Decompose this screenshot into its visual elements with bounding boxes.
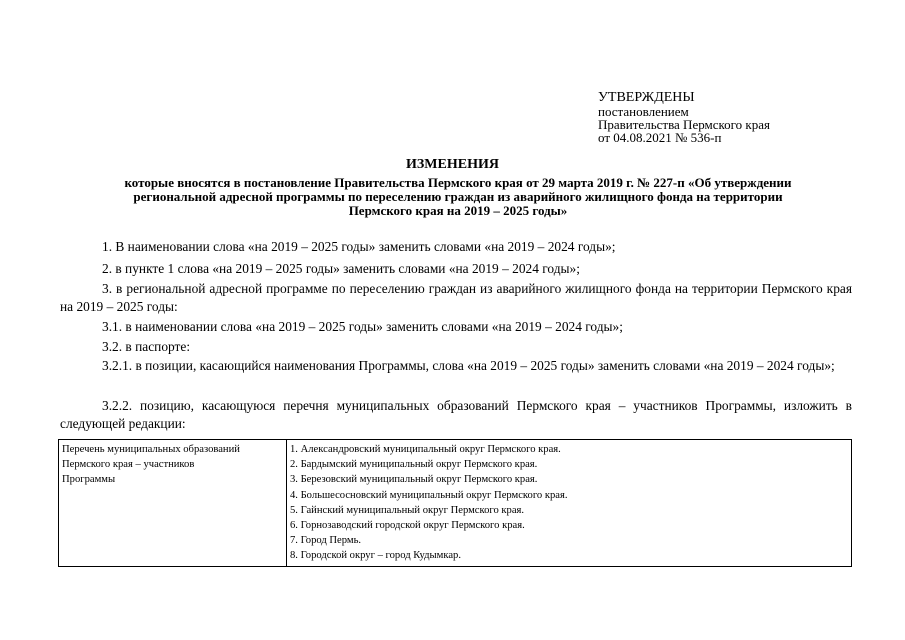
list-item: 6. Горнозаводский городской округ Пермского края. xyxy=(290,520,525,532)
approval-line: постановлением xyxy=(598,104,689,119)
list-item: 7. Город Пермь. xyxy=(290,535,362,547)
subtitle-line: Пермского края на 2019 – 2025 годы» xyxy=(348,203,568,218)
municipalities-table xyxy=(58,439,852,567)
paragraph-3-2-1: 3.2.1. в позиции, касающийся наименования Программы, слова «на 2019 – 2025 годы» заменить словами «на 2019 – 2024 годы»; xyxy=(102,358,835,373)
table-list-cell xyxy=(287,440,852,567)
paragraph-1: 1. В наименовании слова «на 2019 – 2025 годы» заменить словами «на 2019 – 2024 годы»; xyxy=(102,239,616,254)
label-line: Пермского края – участников xyxy=(62,459,195,471)
list-item: 2. Бардымский муниципальный округ Пермского края. xyxy=(290,459,538,471)
paragraph-3: 3. в региональной адресной программе по переселению граждан из аварийного жилищного фонда на территории Пермского края на 2019 – 2025 годы: xyxy=(60,281,852,314)
list-item: 3. Березовский муниципальный округ Пермского края. xyxy=(290,474,538,486)
paragraph-2: 2. в пункте 1 слова «на 2019 – 2025 годы» заменить словами «на 2019 – 2024 годы»; xyxy=(102,261,580,276)
label-line: Программы xyxy=(62,474,116,486)
approval-date-number: от 04.08.2021 № 536-п xyxy=(598,130,722,145)
approval-heading: УТВЕРЖДЕНЫ xyxy=(598,90,695,105)
list-item: 8. Городской округ – город Кудымкар. xyxy=(290,550,461,562)
document-subtitle xyxy=(58,176,858,218)
table-label-cell xyxy=(59,440,287,567)
approval-block xyxy=(598,91,770,144)
paragraph-3-1: 3.1. в наименовании слова «на 2019 – 2025 годы» заменить словами «на 2019 – 2024 годы»; xyxy=(102,319,623,334)
label-line: Перечень муниципальных образований xyxy=(62,444,240,455)
subtitle-line: которые вносятся в постановление Правительства Пермского края от 29 марта 2019 г. № 227-п «Об утверждении xyxy=(124,175,792,190)
paragraph-3-2-2: 3.2.2. позицию, касающуюся перечня муниципальных образований Пермского края – участников Программы, изложить в следующей редакции: xyxy=(60,398,852,431)
subtitle-line: региональной адресной программы по переселению граждан из аварийного жилищного фонда на территории xyxy=(133,189,783,204)
list-item: 5. Гайнский муниципальный округ Пермского края. xyxy=(290,504,525,516)
paragraph-3-2: 3.2. в паспорте: xyxy=(102,339,191,354)
list-item: 1. Александровский муниципальный округ Пермского края. xyxy=(290,444,561,455)
approval-line: Правительства Пермского края xyxy=(598,117,770,132)
document-title: ИЗМЕНЕНИЯ xyxy=(406,157,499,172)
list-item: 4. Большесосновский муниципальный округ Пермского края. xyxy=(290,489,568,501)
table-row xyxy=(59,440,852,567)
